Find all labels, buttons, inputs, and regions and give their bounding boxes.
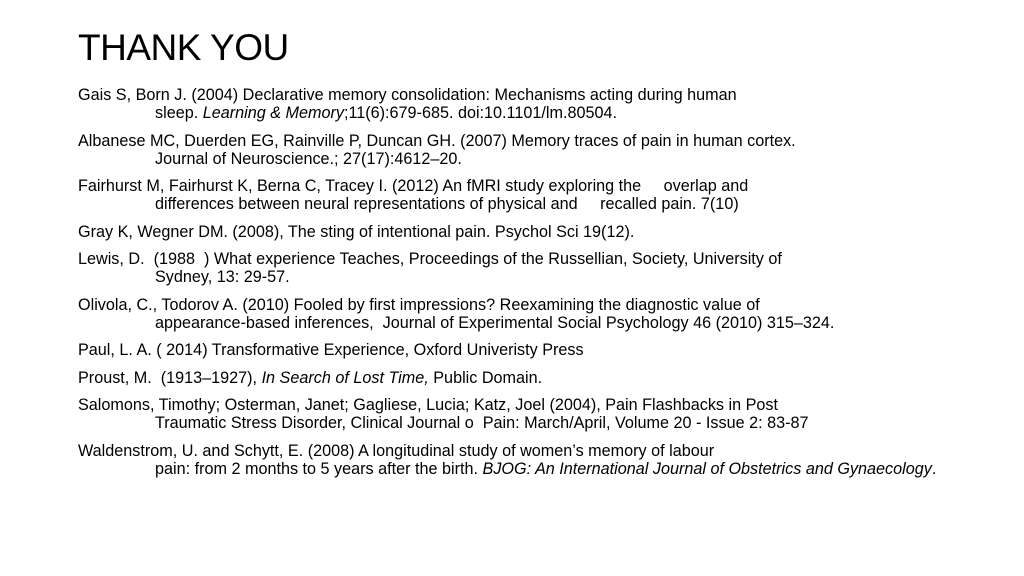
reference-list (78, 86, 948, 487)
reference-item: Olivola, C., Todorov A. (2010) Fooled by first impressions? Reexamining the diagnostic value of appearance-based inferences, Journal of Experimental Social Psychology 46 (2010) 315–324. (78, 295, 835, 332)
reference-item: Fairhurst M, Fairhurst K, Berna C, Tracey I. (2012) An fMRI study exploring the overlap and differences between neural representations of physical and recalled pain. 7(10) (78, 177, 753, 213)
slide-title: THANK YOU (78, 27, 289, 68)
reference-item: Gray K, Wegner DM. (2008), The sting of intentional pain. Psychol Sci 19(12). (78, 222, 635, 241)
reference-item: Lewis, D. (1988 ) What experience Teaches, Proceedings of the Russellian, Society, University of Sydney, 13: 29-57. (78, 250, 787, 286)
reference-item: Waldenstrom, U. and Schytt, E. (2008) A longitudinal study of women’s memory of labour pain: from 2 months to 5 years after the birth. BJOG: An International Journal of Obstetrics and Gynaecology. (78, 441, 937, 478)
reference-item: Proust, M. (1913–1927), In Search of Lost Time, Public Domain. (78, 368, 543, 387)
reference-item: Paul, L. A. ( 2014) Transformative Experience, Oxford Univeristy Press (78, 341, 584, 359)
reference-item: Gais S, Born J. (2004) Declarative memory consolidation: Mechanisms acting during human sleep. Learning & Memory;11(6):679-685. doi:10.1101/lm.80504. (78, 86, 737, 122)
reference-item: Albanese MC, Duerden EG, Rainville P, Duncan GH. (2007) Memory traces of pain in human cortex. Journal of Neuroscience.; 27(17):4612–20. (78, 131, 796, 168)
reference-item: Salomons, Timothy; Osterman, Janet; Gagliese, Lucia; Katz, Joel (2004), Pain Flashbacks in Post Traumatic Stress Disorder, Clinical Journal o Pain: March/April, Volume 20 - Issue 2: 83-87 (78, 396, 809, 432)
